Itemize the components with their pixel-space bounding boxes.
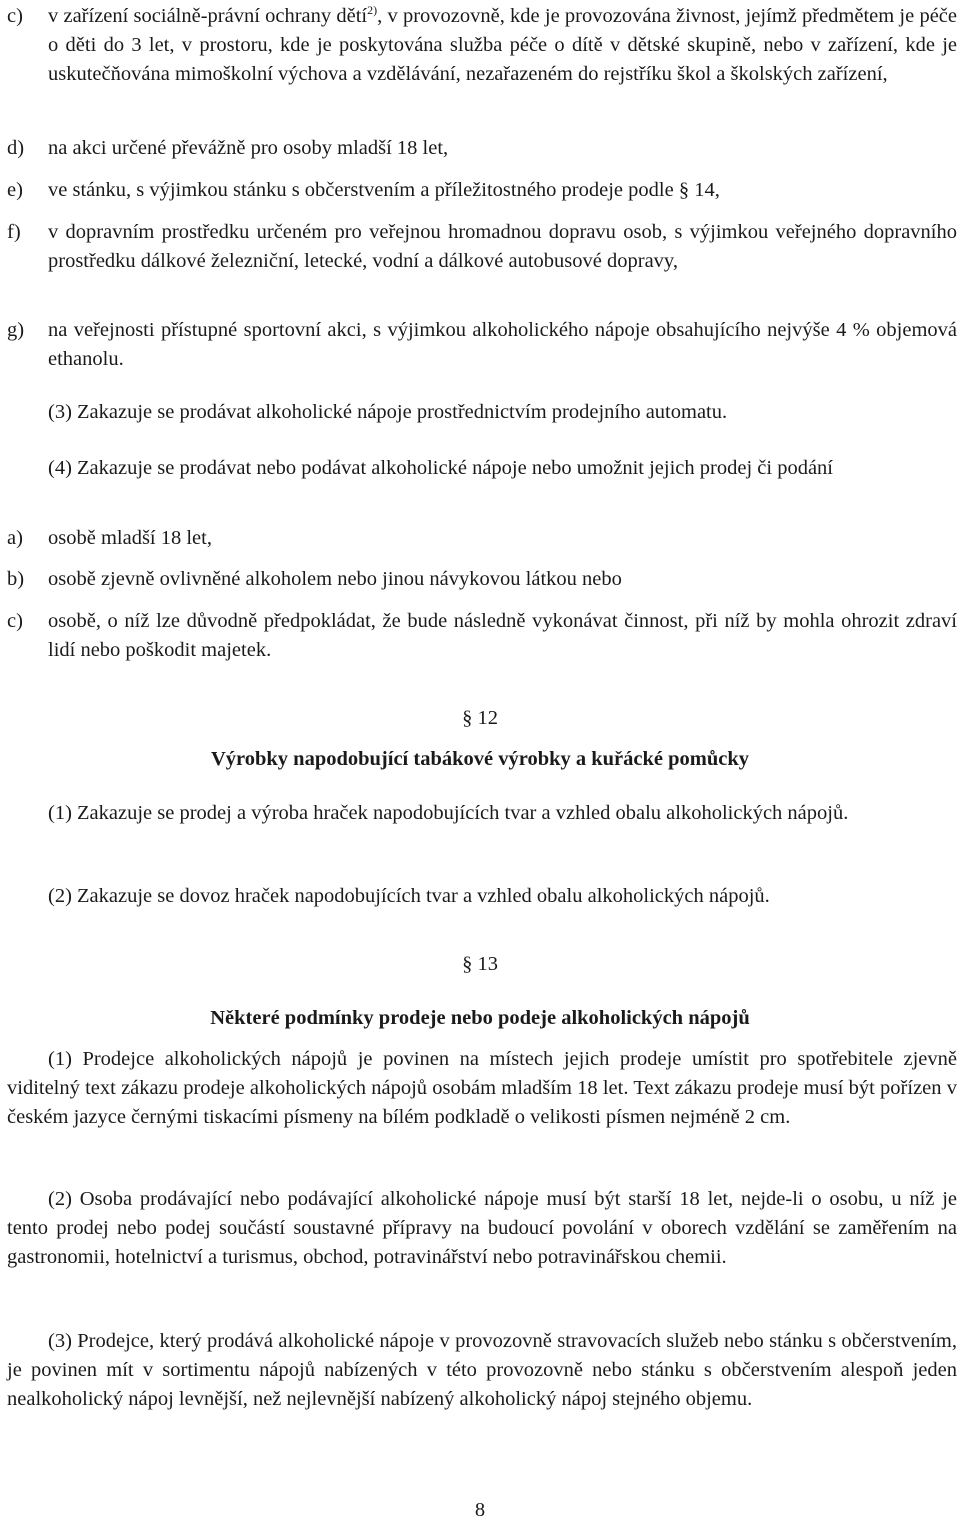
list-item-d bbox=[7, 134, 957, 163]
list-item-b bbox=[7, 565, 957, 594]
list-item-c2 bbox=[7, 607, 957, 665]
section-paragraph: (1) Zakazuje se prodej a výroba hraček napodobujících tvar a vzhled obalu alkoholických nápojů. bbox=[48, 802, 849, 824]
list-label: b) bbox=[7, 568, 25, 590]
page-number: 8 bbox=[474, 1499, 486, 1521]
list-label: c) bbox=[7, 5, 23, 27]
paragraph-4: (4) Zakazuje se prodávat nebo podávat alkoholické nápoje nebo umožnit jejich prodej či podání bbox=[48, 457, 833, 479]
paragraph-3: (3) Zakazuje se prodávat alkoholické nápoje prostřednictvím prodejního automatu. bbox=[48, 401, 728, 423]
list-label: e) bbox=[7, 179, 23, 201]
list-text: na veřejnosti přístupné sportovní akci, s výjimkou alkoholického nápoje obsahujícího nejvýše 4 % objemová ethanolu. bbox=[48, 319, 957, 370]
footnote-ref: 2) bbox=[367, 3, 378, 18]
list-text: na akci určené převážně pro osoby mladší 18 let, bbox=[48, 137, 449, 159]
list-text-part: v zařízení sociálně-právní ochrany dětí bbox=[48, 5, 368, 27]
list-item-e bbox=[7, 176, 957, 205]
list-label: d) bbox=[7, 137, 25, 159]
section-paragraph: (1) Prodejce alkoholických nápojů je povinen na místech jejich prodeje umístit pro spotřebitele zjevně viditelný text zákazu prodeje alkoholických nápojů osobám mladším 18 let. Text zákazu prodeje musí být pořízen v českém jazyce černými tiskacími písmeny na bílém podkladě o velikosti písmen nejméně 2 cm. bbox=[7, 1048, 957, 1128]
list-text bbox=[48, 2, 957, 89]
section-heading: Některé podmínky prodeje nebo podeje alkoholických nápojů bbox=[210, 1007, 750, 1029]
list-text: ve stánku, s výjimkou stánku s občerstvením a příležitostného prodeje podle § 14, bbox=[48, 179, 720, 201]
list-label: g) bbox=[7, 319, 25, 341]
list-item-a bbox=[7, 524, 957, 553]
list-item-g bbox=[7, 316, 957, 374]
section-paragraph: (3) Prodejce, který prodává alkoholické nápoje v provozovně stravovacích služeb nebo stánku s občerstvením, je povinen mít v sortimentu nápojů nabízených v této provozovně nebo stánku s občerstvením alespoň jeden nealkoholický nápoj levnější, než nejlevnější nabízený alkoholický nápoj stejného objemu. bbox=[7, 1330, 957, 1410]
section-paragraph: (2) Zakazuje se dovoz hraček napodobujících tvar a vzhled obalu alkoholických nápojů. bbox=[48, 885, 770, 907]
list-label: a) bbox=[7, 527, 23, 549]
list-text: osobě mladší 18 let, bbox=[48, 527, 212, 549]
list-label: f) bbox=[7, 221, 21, 243]
list-item-c bbox=[7, 2, 957, 89]
section-number: § 12 bbox=[462, 707, 498, 729]
list-text: v dopravním prostředku určeném pro veřejnou hromadnou dopravu osob, s výjimkou veřejného dopravního prostředku dálkové železniční, letecké, vodní a dálkové autobusové dopravy, bbox=[48, 221, 957, 272]
section-heading: Výrobky napodobující tabákové výrobky a kuřácké pomůcky bbox=[210, 748, 750, 770]
section-number: § 13 bbox=[462, 953, 498, 975]
list-label: c) bbox=[7, 610, 23, 632]
list-text-part: , v provozovně, kde je provozována živnost, jejímž předmětem je péče o děti do 3 let, v prostoru, kde je poskytována služba péče o dítě v dětské skupině, nebo v zařízení, kde je uskutečňována mimoškolní výchova a vzdělávání, nezařazeném do rejstříku škol a školských zařízení, bbox=[48, 5, 957, 85]
list-text: osobě zjevně ovlivněné alkoholem nebo jinou návykovou látkou nebo bbox=[48, 568, 622, 590]
list-text: osobě, o níž lze důvodně předpokládat, že bude následně vykonávat činnost, při níž by mohla ohrozit zdraví lidí nebo poškodit majetek. bbox=[48, 610, 957, 661]
section-paragraph: (2) Osoba prodávající nebo podávající alkoholické nápoje musí být starší 18 let, nejde-li o osobu, u níž je tento prodej nebo podej součástí soustavné přípravy na budoucí povolání v oborech vzdělání se zaměřením na gastronomii, hotelnictví a turismus, obchod, potravinářství nebo potravinářskou chemii. bbox=[7, 1188, 957, 1268]
list-item-f bbox=[7, 218, 957, 276]
